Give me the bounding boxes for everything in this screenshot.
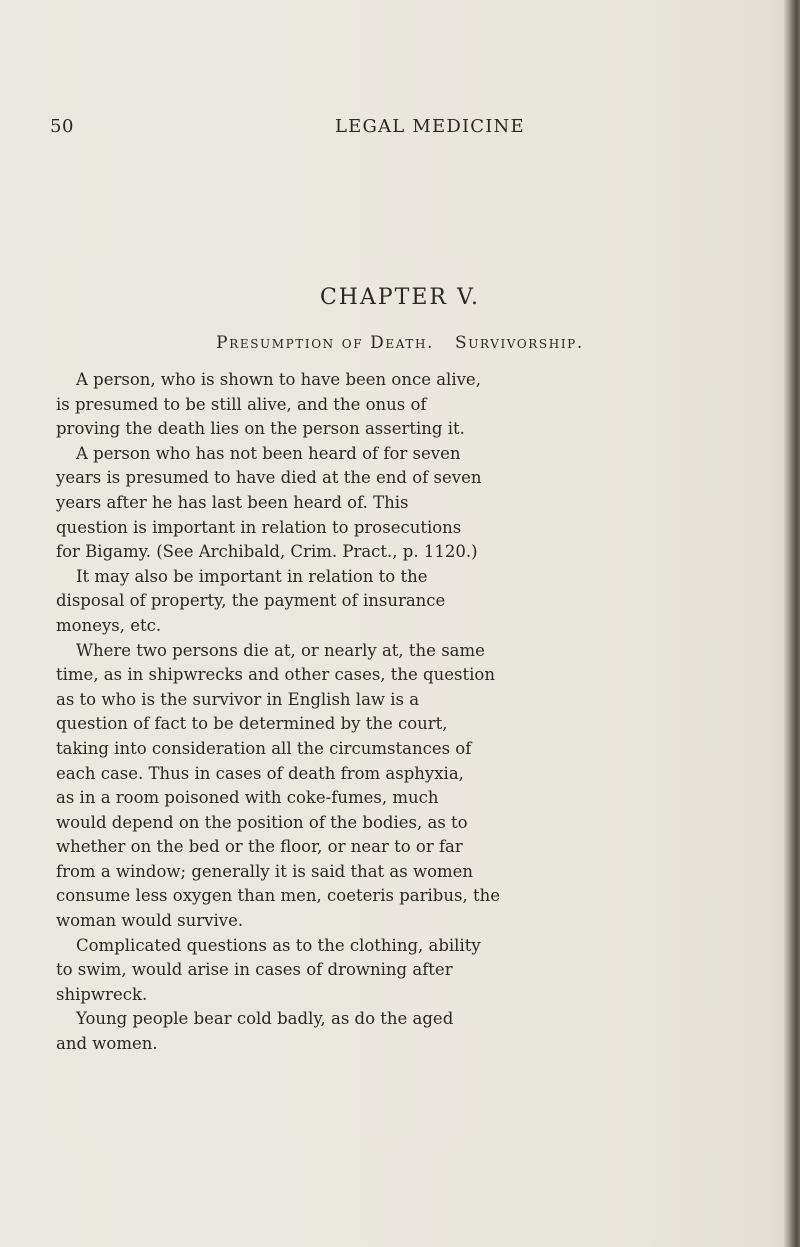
text-line: taking into consideration all the circumstances of (56, 738, 472, 758)
section-heading-survivorship: Survivorship. (455, 333, 584, 353)
page-edge-shadow (784, 0, 800, 1247)
text-line: Where two persons die at, or nearly at, the same (76, 640, 485, 660)
running-head: LEGAL MEDICINE (335, 116, 525, 137)
text-line: shipwreck. (56, 984, 148, 1004)
text-line: question is important in relation to prosecutions (56, 517, 462, 537)
text-line: A person, who is shown to have been once alive, (76, 370, 481, 389)
text-line: is presumed to be still alive, and the onus of (56, 394, 427, 414)
page-number: 50 (50, 116, 74, 137)
text-line: question of fact to be determined by the court, (56, 714, 448, 734)
page-header (0, 116, 770, 140)
text-line: whether on the bed or the floor, or near to or far (56, 837, 463, 857)
text-line: consume less oxygen than men, coeteris paribus, the (56, 886, 500, 906)
text-line: years after he has last been heard of. This (56, 492, 409, 512)
text-line: to swim, would arise in cases of drowning after (56, 960, 453, 980)
text-line: from a window; generally it is said that as women (56, 861, 474, 881)
text-line: Complicated questions as to the clothing, ability (76, 935, 481, 955)
chapter-title: CHAPTER V. (319, 285, 481, 310)
text-line: woman would survive. (56, 911, 244, 931)
text-line: disposal of property, the payment of insurance (56, 591, 446, 611)
text-line: would depend on the position of the bodies, as to (56, 812, 468, 832)
text-line: years is presumed to have died at the end of seven (56, 468, 482, 488)
text-line: for Bigamy. (See Archibald, Crim. Pract., p. 1120.) (56, 542, 478, 562)
text-line: as in a room poisoned with coke-fumes, much (56, 788, 439, 808)
text-line: It may also be important in relation to the (76, 566, 428, 586)
text-line: as to who is the survivor in English law is a (56, 689, 420, 709)
text-line: proving the death lies on the person asserting it. (56, 419, 465, 439)
text-line: A person who has not been heard of for seven (76, 443, 461, 463)
text-line: moneys, etc. (56, 615, 162, 635)
text-line: Young people bear cold badly, as do the aged (76, 1009, 454, 1029)
text-line: time, as in shipwrecks and other cases, the question (56, 665, 495, 685)
body-text (56, 368, 768, 1057)
section-heading-presumption: Presumption of Death. (216, 333, 435, 353)
section-heading (0, 333, 800, 353)
text-line: each case. Thus in cases of death from asphyxia, (56, 763, 464, 783)
text-line: and women. (56, 1034, 158, 1054)
